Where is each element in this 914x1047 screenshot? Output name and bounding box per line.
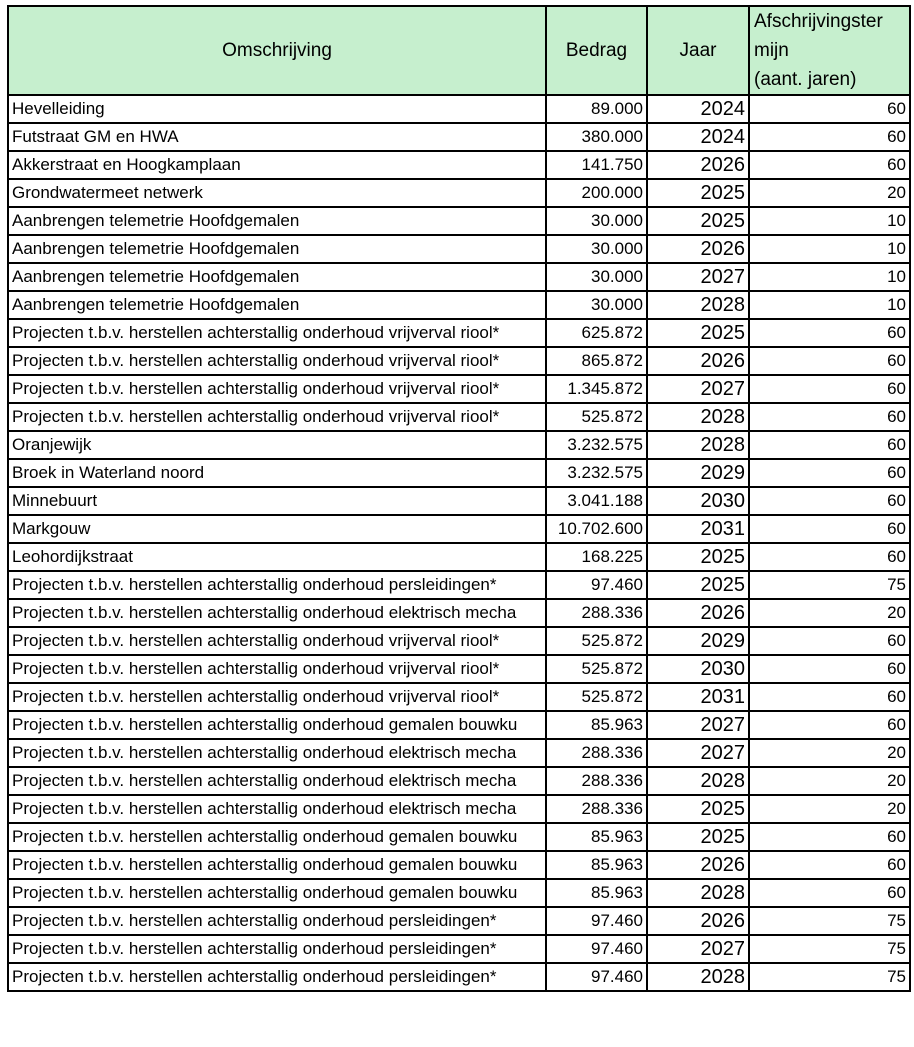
cell-year: 2029 xyxy=(647,627,749,655)
cell-description: Aanbrengen telemetrie Hoofdgemalen xyxy=(8,291,546,319)
cell-term: 20 xyxy=(749,795,910,823)
cell-description: Markgouw xyxy=(8,515,546,543)
cell-term: 60 xyxy=(749,711,910,739)
cell-term: 20 xyxy=(749,179,910,207)
table-row xyxy=(8,515,910,543)
cell-description: Aanbrengen telemetrie Hoofdgemalen xyxy=(8,207,546,235)
table-row xyxy=(8,907,910,935)
cell-year: 2028 xyxy=(647,403,749,431)
table-row xyxy=(8,683,910,711)
cell-year: 2025 xyxy=(647,823,749,851)
header-description: Omschrijving xyxy=(8,6,546,95)
cell-year: 2028 xyxy=(647,963,749,991)
table-row xyxy=(8,935,910,963)
cell-term: 75 xyxy=(749,571,910,599)
cell-amount: 525.872 xyxy=(546,655,647,683)
cell-amount: 865.872 xyxy=(546,347,647,375)
table-row xyxy=(8,123,910,151)
cell-amount: 1.345.872 xyxy=(546,375,647,403)
table-row xyxy=(8,151,910,179)
cell-description: Leohordijkstraat xyxy=(8,543,546,571)
table-body xyxy=(8,95,910,991)
cell-amount: 168.225 xyxy=(546,543,647,571)
cell-year: 2026 xyxy=(647,851,749,879)
cell-amount: 97.460 xyxy=(546,963,647,991)
cell-year: 2026 xyxy=(647,151,749,179)
cell-year: 2024 xyxy=(647,123,749,151)
cell-term: 60 xyxy=(749,515,910,543)
cell-year: 2026 xyxy=(647,347,749,375)
table-row xyxy=(8,95,910,123)
cell-description: Projecten t.b.v. herstellen achterstallig onderhoud vrijverval riool* xyxy=(8,347,546,375)
cell-description: Projecten t.b.v. herstellen achterstallig onderhoud persleidingen* xyxy=(8,571,546,599)
cell-amount: 525.872 xyxy=(546,627,647,655)
cell-year: 2025 xyxy=(647,319,749,347)
table-row xyxy=(8,207,910,235)
cell-description: Grondwatermeet netwerk xyxy=(8,179,546,207)
table-row xyxy=(8,711,910,739)
cell-term: 60 xyxy=(749,375,910,403)
table-row xyxy=(8,179,910,207)
cell-term: 10 xyxy=(749,263,910,291)
cell-term: 60 xyxy=(749,431,910,459)
cell-amount: 380.000 xyxy=(546,123,647,151)
cell-amount: 525.872 xyxy=(546,683,647,711)
cell-year: 2025 xyxy=(647,543,749,571)
cell-year: 2029 xyxy=(647,459,749,487)
cell-description: Projecten t.b.v. herstellen achterstallig onderhoud gemalen bouwku xyxy=(8,823,546,851)
cell-term: 60 xyxy=(749,823,910,851)
table-row xyxy=(8,655,910,683)
cell-description: Hevelleiding xyxy=(8,95,546,123)
table-row xyxy=(8,767,910,795)
cell-term: 60 xyxy=(749,627,910,655)
table-row xyxy=(8,487,910,515)
cell-term: 10 xyxy=(749,291,910,319)
cell-year: 2025 xyxy=(647,207,749,235)
cell-year: 2031 xyxy=(647,683,749,711)
cell-description: Oranjewijk xyxy=(8,431,546,459)
header-depreciation-term xyxy=(749,6,910,95)
cell-year: 2026 xyxy=(647,599,749,627)
cell-term: 60 xyxy=(749,319,910,347)
cell-term: 60 xyxy=(749,487,910,515)
cell-description: Akkerstraat en Hoogkamplaan xyxy=(8,151,546,179)
cell-year: 2028 xyxy=(647,431,749,459)
table-row xyxy=(8,347,910,375)
cell-description: Projecten t.b.v. herstellen achterstallig onderhoud vrijverval riool* xyxy=(8,403,546,431)
cell-amount: 97.460 xyxy=(546,571,647,599)
cell-year: 2025 xyxy=(647,179,749,207)
cell-description: Projecten t.b.v. herstellen achterstallig onderhoud vrijverval riool* xyxy=(8,319,546,347)
table-row xyxy=(8,543,910,571)
cell-term: 75 xyxy=(749,907,910,935)
cell-term: 60 xyxy=(749,655,910,683)
table-row xyxy=(8,291,910,319)
table-header xyxy=(8,6,910,95)
investment-table xyxy=(7,5,911,992)
cell-term: 60 xyxy=(749,683,910,711)
cell-description: Projecten t.b.v. herstellen achterstallig onderhoud vrijverval riool* xyxy=(8,627,546,655)
table-row xyxy=(8,459,910,487)
cell-year: 2027 xyxy=(647,711,749,739)
cell-description: Projecten t.b.v. herstellen achterstallig onderhoud elektrisch mecha xyxy=(8,767,546,795)
header-amount: Bedrag xyxy=(546,6,647,95)
table-row xyxy=(8,431,910,459)
cell-year: 2025 xyxy=(647,795,749,823)
cell-term: 60 xyxy=(749,879,910,907)
cell-description: Projecten t.b.v. herstellen achterstallig onderhoud vrijverval riool* xyxy=(8,683,546,711)
cell-amount: 3.232.575 xyxy=(546,459,647,487)
cell-description: Projecten t.b.v. herstellen achterstallig onderhoud gemalen bouwku xyxy=(8,851,546,879)
cell-year: 2028 xyxy=(647,291,749,319)
cell-description: Projecten t.b.v. herstellen achterstallig onderhoud elektrisch mecha xyxy=(8,599,546,627)
cell-description: Futstraat GM en HWA xyxy=(8,123,546,151)
cell-amount: 89.000 xyxy=(546,95,647,123)
cell-year: 2026 xyxy=(647,907,749,935)
table-row xyxy=(8,739,910,767)
cell-amount: 97.460 xyxy=(546,935,647,963)
cell-description: Projecten t.b.v. herstellen achterstallig onderhoud persleidingen* xyxy=(8,963,546,991)
table-row xyxy=(8,235,910,263)
cell-description: Projecten t.b.v. herstellen achterstallig onderhoud gemalen bouwku xyxy=(8,711,546,739)
table-row xyxy=(8,571,910,599)
table-row xyxy=(8,599,910,627)
header-term-line1: Afschrijvingster xyxy=(754,11,883,32)
cell-term: 75 xyxy=(749,935,910,963)
cell-term: 60 xyxy=(749,151,910,179)
cell-amount: 200.000 xyxy=(546,179,647,207)
cell-year: 2027 xyxy=(647,375,749,403)
cell-term: 60 xyxy=(749,347,910,375)
cell-description: Projecten t.b.v. herstellen achterstallig onderhoud persleidingen* xyxy=(8,935,546,963)
header-term-line3: (aant. jaren) xyxy=(754,69,857,90)
cell-term: 20 xyxy=(749,739,910,767)
cell-term: 60 xyxy=(749,95,910,123)
cell-amount: 625.872 xyxy=(546,319,647,347)
cell-term: 75 xyxy=(749,963,910,991)
cell-term: 20 xyxy=(749,599,910,627)
cell-year: 2031 xyxy=(647,515,749,543)
cell-description: Projecten t.b.v. herstellen achterstallig onderhoud vrijverval riool* xyxy=(8,655,546,683)
cell-year: 2025 xyxy=(647,571,749,599)
cell-amount: 288.336 xyxy=(546,599,647,627)
cell-description: Projecten t.b.v. herstellen achterstallig onderhoud gemalen bouwku xyxy=(8,879,546,907)
cell-description: Aanbrengen telemetrie Hoofdgemalen xyxy=(8,235,546,263)
cell-amount: 85.963 xyxy=(546,851,647,879)
cell-year: 2030 xyxy=(647,487,749,515)
cell-year: 2024 xyxy=(647,95,749,123)
cell-amount: 141.750 xyxy=(546,151,647,179)
cell-year: 2027 xyxy=(647,739,749,767)
cell-amount: 288.336 xyxy=(546,767,647,795)
cell-description: Projecten t.b.v. herstellen achterstallig onderhoud vrijverval riool* xyxy=(8,375,546,403)
cell-amount: 30.000 xyxy=(546,291,647,319)
cell-description: Projecten t.b.v. herstellen achterstallig onderhoud persleidingen* xyxy=(8,907,546,935)
cell-amount: 85.963 xyxy=(546,879,647,907)
cell-amount: 288.336 xyxy=(546,795,647,823)
header-row xyxy=(8,6,910,95)
cell-year: 2026 xyxy=(647,235,749,263)
cell-amount: 30.000 xyxy=(546,235,647,263)
table-row xyxy=(8,823,910,851)
cell-amount: 10.702.600 xyxy=(546,515,647,543)
cell-term: 10 xyxy=(749,235,910,263)
cell-term: 60 xyxy=(749,123,910,151)
table-row xyxy=(8,263,910,291)
cell-year: 2028 xyxy=(647,879,749,907)
cell-amount: 85.963 xyxy=(546,711,647,739)
cell-term: 10 xyxy=(749,207,910,235)
cell-year: 2027 xyxy=(647,263,749,291)
cell-amount: 30.000 xyxy=(546,263,647,291)
cell-term: 60 xyxy=(749,403,910,431)
table-row xyxy=(8,375,910,403)
cell-term: 20 xyxy=(749,767,910,795)
cell-year: 2027 xyxy=(647,935,749,963)
cell-amount: 85.963 xyxy=(546,823,647,851)
header-term-line2: mijn xyxy=(754,40,789,61)
cell-amount: 97.460 xyxy=(546,907,647,935)
cell-description: Aanbrengen telemetrie Hoofdgemalen xyxy=(8,263,546,291)
table-row xyxy=(8,795,910,823)
cell-amount: 288.336 xyxy=(546,739,647,767)
cell-amount: 525.872 xyxy=(546,403,647,431)
cell-description: Projecten t.b.v. herstellen achterstallig onderhoud elektrisch mecha xyxy=(8,795,546,823)
cell-description: Broek in Waterland noord xyxy=(8,459,546,487)
cell-amount: 30.000 xyxy=(546,207,647,235)
table-row xyxy=(8,627,910,655)
table-row xyxy=(8,403,910,431)
cell-description: Projecten t.b.v. herstellen achterstallig onderhoud elektrisch mecha xyxy=(8,739,546,767)
table-row xyxy=(8,851,910,879)
cell-year: 2030 xyxy=(647,655,749,683)
header-year: Jaar xyxy=(647,6,749,95)
cell-term: 60 xyxy=(749,851,910,879)
table-row xyxy=(8,319,910,347)
cell-description: Minnebuurt xyxy=(8,487,546,515)
cell-year: 2028 xyxy=(647,767,749,795)
table-row xyxy=(8,963,910,991)
cell-amount: 3.041.188 xyxy=(546,487,647,515)
cell-term: 60 xyxy=(749,459,910,487)
cell-term: 60 xyxy=(749,543,910,571)
table-row xyxy=(8,879,910,907)
cell-amount: 3.232.575 xyxy=(546,431,647,459)
